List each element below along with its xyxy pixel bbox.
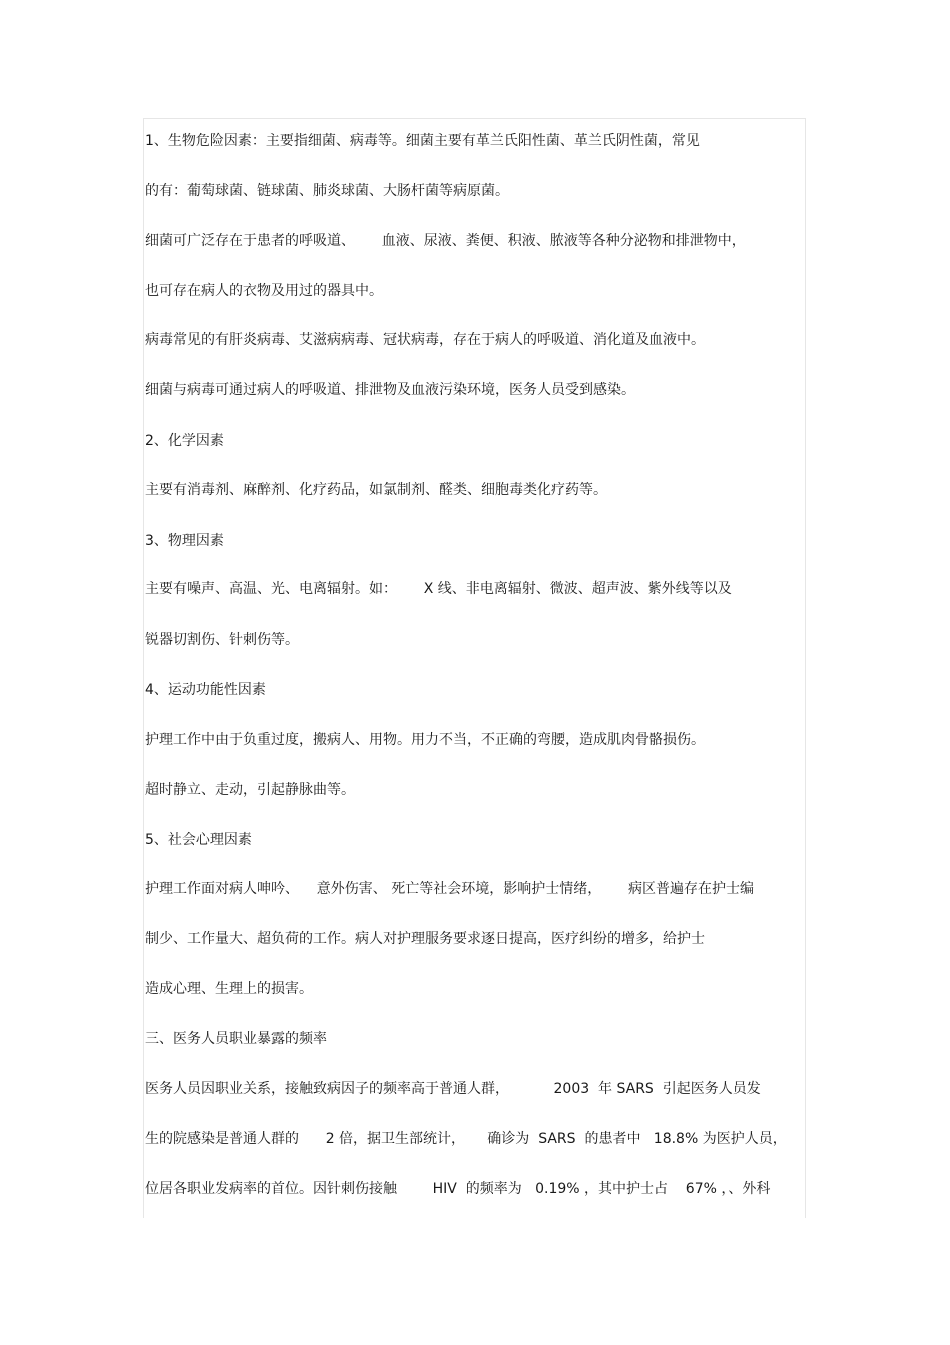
section-heading: 三、医务人员职业暴露的频率 — [145, 1031, 327, 1047]
text-line: 生的院感染是普通人群的 2 倍，据卫生部统计， 确诊为 SARS 的患者中 18.8% 为医护人员， — [145, 1131, 787, 1147]
text-line: 造成心理、生理上的损害。 — [145, 981, 313, 997]
text-line: 位居各职业发病率的首位。因针刺伤接触 HIV 的频率为 0.19% ，其中护士占 67% ，、外科 — [145, 1181, 771, 1197]
section-heading: 2、化学因素 — [145, 433, 224, 449]
text-line: 锐器切割伤、针刺伤等。 — [145, 632, 299, 648]
text-line: 病毒常见的有肝炎病毒、艾滋病病毒、冠状病毒，存在于病人的呼吸道、消化道及血液中。 — [145, 332, 705, 348]
text-line: 超时静立、走动，引起静脉曲等。 — [145, 782, 355, 798]
text-line: 护理工作中由于负重过度，搬病人、用物。用力不当，不正确的弯腰，造成肌肉骨骼损伤。 — [145, 732, 705, 748]
text-line: 的有：葡萄球菌、链球菌、肺炎球菌、大肠杆菌等病原菌。 — [145, 183, 509, 199]
text-line: 主要有噪声、高温、光、电离辐射。如： X 线、非电离辐射、微波、超声波、紫外线等以及 — [145, 581, 732, 597]
section-heading: 4、运动功能性因素 — [145, 682, 266, 698]
text-line: 制少、工作量大、超负荷的工作。病人对护理服务要求逐日提高，医疗纠纷的增多，给护士 — [145, 931, 705, 947]
text-line: 护理工作面对病人呻吟、 意外伤害、 死亡等社会环境，影响护士情绪， 病区普遍存在护士编 — [145, 881, 754, 897]
text-line: 细菌与病毒可通过病人的呼吸道、排泄物及血液污染环境，医务人员受到感染。 — [145, 382, 635, 398]
text-line: 也可存在病人的衣物及用过的器具中。 — [145, 283, 383, 299]
section-heading: 5、社会心理因素 — [145, 832, 252, 848]
section-heading: 3、物理因素 — [145, 533, 224, 549]
text-line: 医务人员因职业关系，接触致病因子的频率高于普通人群， 2003 年 SARS 引起医务人员发 — [145, 1081, 761, 1097]
text-line: 细菌可广泛存在于患者的呼吸道、 血液、尿液、粪便、积液、脓液等各种分泌物和排泄物中， — [145, 233, 746, 249]
text-line: 1、生物危险因素：主要指细菌、病毒等。细菌主要有革兰氏阳性菌、革兰氏阴性菌，常见 — [145, 133, 700, 149]
text-line: 主要有消毒剂、麻醉剂、化疗药品，如氯制剂、醛类、细胞毒类化疗药等。 — [145, 482, 607, 498]
